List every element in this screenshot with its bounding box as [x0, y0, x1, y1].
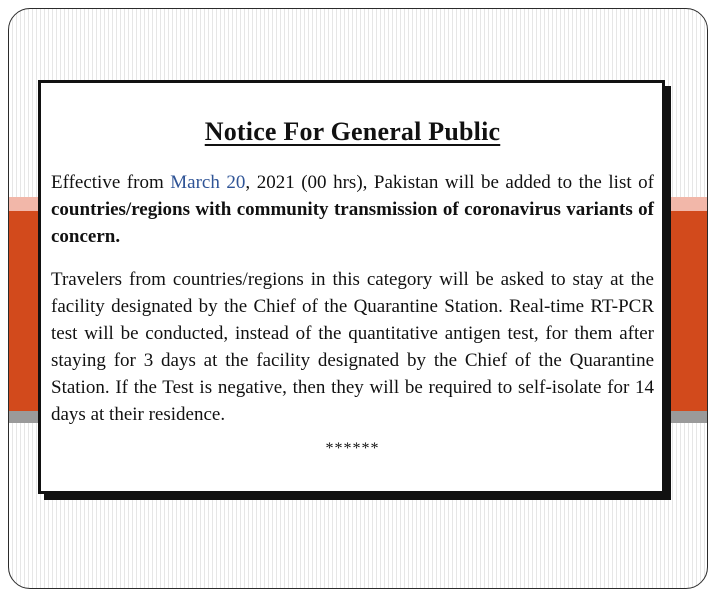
end-of-notice-mark: ****** [325, 440, 380, 457]
notice-card [38, 80, 665, 494]
emphasized-category-text: countries/regions with community transmission of coronavirus variants of concern. [51, 199, 654, 247]
notice-paragraph-effective-date [51, 169, 654, 250]
notice-title: Notice For General Public [204, 117, 501, 146]
notice-paragraph-travelers: Travelers from countries/regions in this category will be asked to stay at the facility designated by the Chief of the Quarantine Station. Real-time RT-PCR test will be conducted, instead of the quantitative antigen test, for them after staying for 3 days at the facility designated by the Chief of the Quarantine Station. If the Test is negative, then they will be required to self-isolate for 14 days at their residence. [51, 269, 654, 425]
effective-date: March 20 [170, 172, 246, 193]
paragraph-intro-text: Effective from [51, 172, 171, 193]
paragraph-after-date-text: , 2021 (00 hrs), Pakistan will be added to the list of [245, 172, 654, 193]
